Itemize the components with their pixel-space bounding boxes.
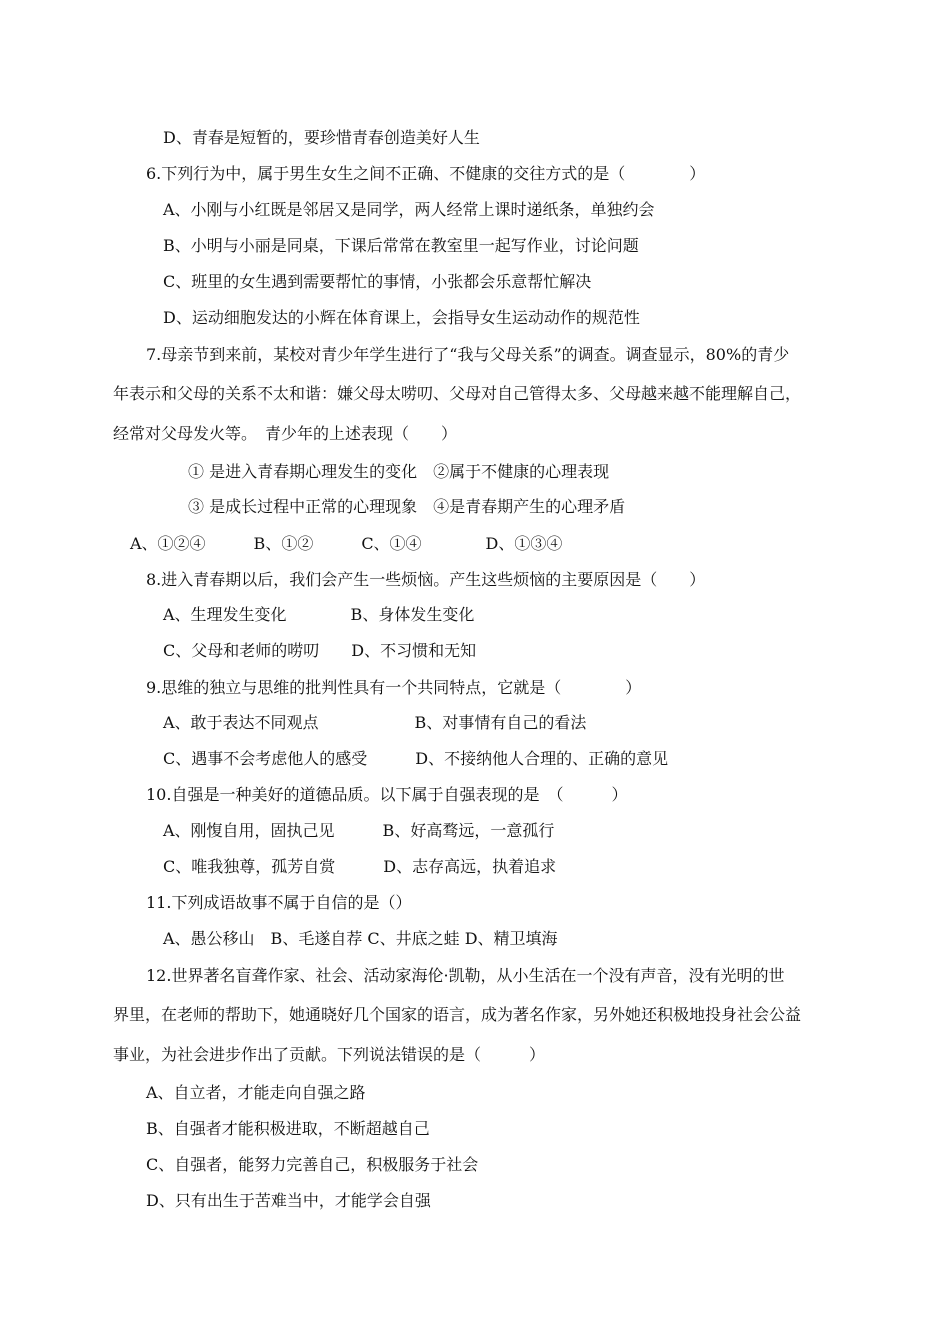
q8-options-cd: C、父母和老师的唠叨 D、不习惯和无知 bbox=[163, 641, 477, 660]
q11-stem: 11.下列成语故事不属于自信的是（） bbox=[146, 893, 412, 912]
q7-stem-line3: 经常对父母发火等。 青少年的上述表现（ ） bbox=[113, 424, 458, 443]
q6-stem: 6.下列行为中，属于男生女生之间不正确、不健康的交往方式的是（ ） bbox=[146, 164, 706, 183]
q12-stem-line2: 界里，在老师的帮助下，她通晓好几个国家的语言，成为著名作家，另外她还积极地投身社会公益 bbox=[113, 1005, 802, 1024]
q12-option-a: A、自立者，才能走向自强之路 bbox=[146, 1083, 366, 1102]
q7-stem-line2: 年表示和父母的关系不太和谐：嫌父母太唠叨、父母对自己管得太多、父母越来越不能理解自己， bbox=[113, 384, 802, 403]
q9-options-cd: C、遇事不会考虑他人的感受 D、不接纳他人合理的、正确的意见 bbox=[163, 749, 669, 768]
q6-option-c: C、班里的女生遇到需要帮忙的事情，小张都会乐意帮忙解决 bbox=[163, 272, 592, 291]
q7-statement-1-2: ① 是进入青春期心理发生的变化 ②属于不健康的心理表现 bbox=[188, 462, 610, 481]
q7-stem-line1: 7.母亲节到来前，某校对青少年学生进行了“我与父母关系”的调查。调查显示，80%的青少 bbox=[146, 345, 790, 364]
q5-option-d: D、青春是短暂的，要珍惜青春创造美好人生 bbox=[163, 128, 480, 147]
q6-option-d: D、运动细胞发达的小辉在体育课上，会指导女生运动动作的规范性 bbox=[163, 308, 640, 327]
q12-stem-line1: 12.世界著名盲聋作家、社会、活动家海伦·凯勒，从小生活在一个没有声音，没有光明的世 bbox=[146, 966, 785, 985]
q9-stem: 9.思维的独立与思维的批判性具有一个共同特点，它就是（ ） bbox=[146, 678, 642, 697]
q10-options-cd: C、唯我独尊，孤芳自赏 D、志存高远，执着追求 bbox=[163, 857, 557, 876]
q10-options-ab: A、刚愎自用，固执己见 B、好高骛远，一意孤行 bbox=[163, 821, 555, 840]
q12-option-b: B、自强者才能积极进取，不断超越自己 bbox=[146, 1119, 430, 1138]
q8-stem: 8.进入青春期以后，我们会产生一些烦恼。产生这些烦恼的主要原因是（ ） bbox=[146, 570, 706, 589]
q10-stem: 10.自强是一种美好的道德品质。以下属于自强表现的是 （ ） bbox=[146, 785, 628, 804]
q11-options: A、愚公移山 B、毛遂自荐 C、井底之蛙 D、精卫填海 bbox=[163, 929, 558, 948]
q9-options-ab: A、敢于表达不同观点 B、对事情有自己的看法 bbox=[163, 713, 587, 732]
q6-option-a: A、小刚与小红既是邻居又是同学，两人经常上课时递纸条，单独约会 bbox=[163, 200, 655, 219]
q6-option-b: B、小明与小丽是同桌，下课后常常在教室里一起写作业，讨论问题 bbox=[163, 236, 639, 255]
q12-option-c: C、自强者，能努力完善自己，积极服务于社会 bbox=[146, 1155, 479, 1174]
q8-options-ab: A、生理发生变化 B、身体发生变化 bbox=[163, 605, 475, 624]
q7-options: A、①②④ B、①② C、①④ D、①③④ bbox=[130, 534, 563, 553]
q7-statement-3-4: ③ 是成长过程中正常的心理现象 ④是青春期产生的心理矛盾 bbox=[188, 497, 626, 516]
q12-stem-line3: 事业，为社会进步作出了贡献。下列说法错误的是（ ） bbox=[113, 1045, 546, 1064]
q12-option-d: D、只有出生于苦难当中，才能学会自强 bbox=[146, 1191, 431, 1210]
